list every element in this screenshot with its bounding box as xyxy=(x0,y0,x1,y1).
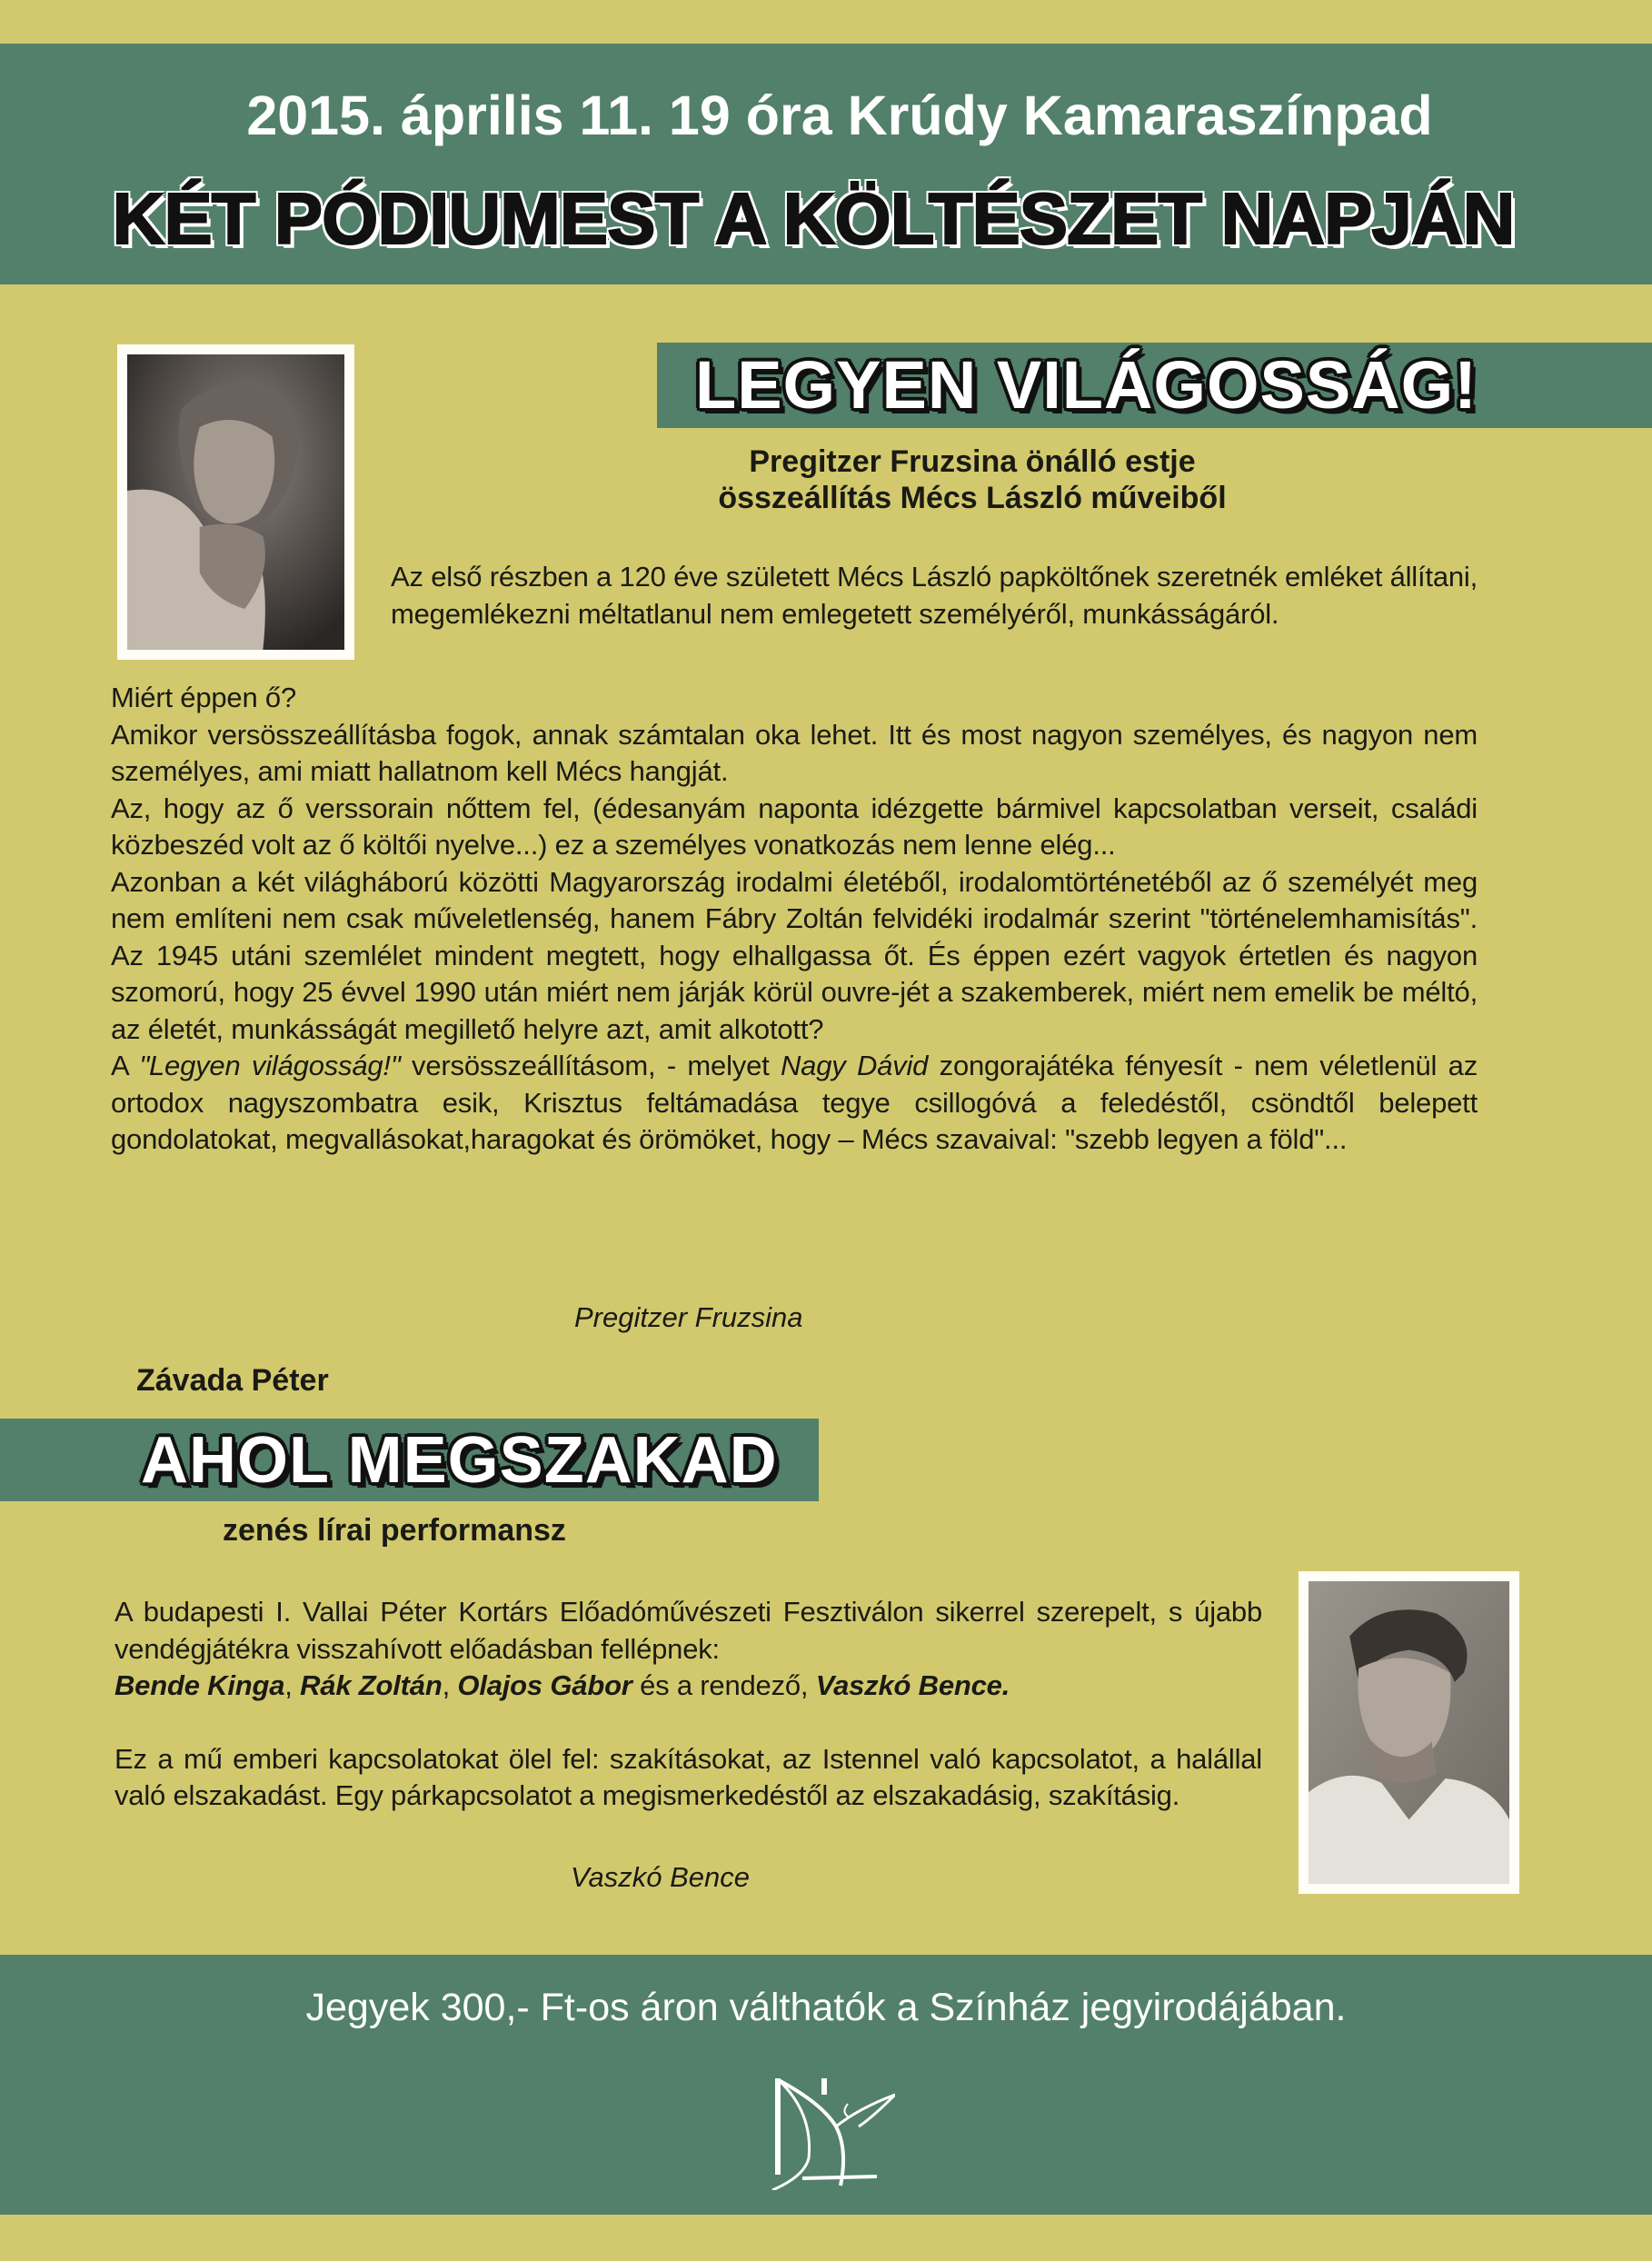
portrait-image xyxy=(127,354,344,650)
text-span: versösszeállításom, - melyet xyxy=(400,1050,781,1081)
photo-vaszko-bence xyxy=(1299,1571,1519,1894)
event1-signature: Pregitzer Fruzsina xyxy=(574,1301,803,1333)
event1-subtitle-1: Pregitzer Fruzsina önálló estje xyxy=(749,444,1196,479)
event2-signature: Vaszkó Bence xyxy=(571,1861,751,1893)
body-paragraph: Miért éppen ő? xyxy=(111,682,296,713)
text-span: zongorajátéka fényesít - nem véletlenül az ortodox nagyszombatra esik, Krisztus feltámadása tegye csillogóvá a feledéstől, csöndtől belepett gondolatokat, megvallásokat,haragokat és örömöket, hogy – Mécs szavaival: "szebb legyen a föld"... xyxy=(111,1050,1478,1155)
poster-title: KÉT PÓDIUMEST A KÖLTÉSZET NAPJÁN xyxy=(112,178,1515,259)
ticket-info: Jegyek 300,- Ft-os áron válthatók a Színház jegyirodájában. xyxy=(305,1986,1347,2029)
body-paragraph: Azonban a két világháború közötti Magyarország irodalmi életéből, irodalomtörténetéből az ő személyét meg nem említeni nem csak műveletlenség, hanem Fábry Zoltán felvidéki irodalmár szerint "történelemhamisítás". Az 1945 utáni szemlélet mindent megtett, hogy elhallgassa őt. És éppen ezért vagyok értetlen és nagyon szomorú, hogy 25 évvel 1990 után miért nem járják körül ouvre-jét a szakemberek, miért nem emelik be méltó, az életét, munkásságát megillető helyre azt, amit alkotott? xyxy=(111,865,1478,1045)
body-paragraph: Az, hogy az ő verssorain nőttem fel, (édesanyám naponta idézgette bármivel kapcsolatban verseit, családi közbeszéd volt az ő költői nyelve...) ez a személyes vonatkozás nem lenne elég... xyxy=(111,792,1478,861)
event1-subtitle-2: összeállítás Mécs László műveiből xyxy=(718,481,1227,515)
text-span: és a rendező, xyxy=(632,1669,816,1701)
body-paragraph: Ez a mű emberi kapcsolatokat ölel fel: szakításokat, az Istennel való kapcsolatot, a halállal való elszakadást. Egy párkapcsolatot a megismerkedéstől az elszakadásig, szakításig. xyxy=(114,1742,1262,1811)
event1-title: LEGYEN VILÁGOSSÁG! xyxy=(695,347,1478,423)
theatre-logo-icon xyxy=(768,2077,895,2190)
event2-subtitle: zenés lírai performansz xyxy=(223,1513,566,1548)
performer-name: Rák Zoltán xyxy=(300,1669,443,1701)
italic-title: "Legyen világosság!" xyxy=(139,1050,401,1081)
event2-author: Závada Péter xyxy=(136,1363,329,1398)
body-paragraph: Amikor versösszeállításba fogok, annak számtalan oka lehet. Itt és most nagyon személyes, és nagyon nem személyes, ami miatt hallatnom kell Mécs hangját. xyxy=(111,718,1478,787)
performers-line xyxy=(114,1668,1262,1705)
performer-name: Bende Kinga xyxy=(114,1669,285,1701)
body-paragraph-last xyxy=(111,1048,1478,1159)
text-span: , xyxy=(284,1669,301,1701)
italic-name: Nagy Dávid xyxy=(780,1050,929,1081)
spacer xyxy=(114,1705,1262,1741)
text-span: , xyxy=(442,1669,458,1701)
event2-title: AHOL MEGSZAKAD xyxy=(141,1424,778,1497)
performer-name: Vaszkó Bence. xyxy=(815,1669,1010,1701)
performer-name: Olajos Gábor xyxy=(457,1669,632,1701)
event2-body xyxy=(114,1594,1262,1815)
event1-intro: Az első részben a 120 éve született Mécs László papköltőnek szeretnék emléket állítani, megemlékezni méltatlanul nem emlegetett személyéről, munkásságáról. xyxy=(391,561,1478,630)
photo-mecs-laszlo xyxy=(117,344,354,660)
portrait-image xyxy=(1309,1581,1509,1884)
text-span: A xyxy=(111,1050,140,1081)
event1-body xyxy=(111,680,1478,1159)
body-paragraph: A budapesti I. Vallai Péter Kortárs Előadóművészeti Fesztiválon sikerrel szerepelt, s újabb vendégjátékra visszahívott előadásban fellépnek: xyxy=(114,1596,1262,1665)
event-date-venue: 2015. április 11. 19 óra Krúdy Kamaraszínpad xyxy=(246,85,1433,146)
